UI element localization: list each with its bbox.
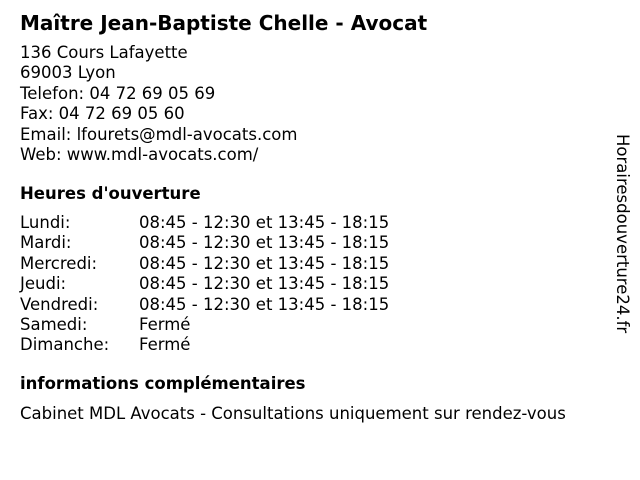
hours-row-monday: [20, 213, 389, 233]
day-hours: Fermé: [139, 315, 191, 335]
day-label: Mercredi:: [20, 253, 98, 273]
website-address: Web: www.mdl-avocats.com/: [20, 145, 259, 165]
day-label: Lundi:: [20, 213, 71, 232]
site-watermark: Horairesdouverture24.fr: [613, 134, 632, 334]
fax-number: Fax: 04 72 69 05 60: [20, 104, 185, 124]
hours-row-sunday: [20, 335, 389, 355]
day-label: Samedi:: [20, 315, 88, 335]
street-address: 136 Cours Lafayette: [20, 43, 188, 62]
opening-hours-heading: Heures d'ouverture: [20, 184, 201, 203]
day-hours: 08:45 - 12:30 et 13:45 - 18:15: [139, 294, 390, 314]
hours-row-tuesday: [20, 233, 389, 253]
phone-number: Telefon: 04 72 69 05 69: [20, 83, 216, 103]
opening-hours-table: [20, 213, 389, 356]
email-address: Email: lfourets@mdl-avocats.com: [20, 124, 298, 144]
day-label: Jeudi:: [20, 274, 67, 294]
day-hours: 08:45 - 12:30 et 13:45 - 18:15: [139, 233, 390, 253]
contact-block: [20, 43, 297, 165]
day-hours: Fermé: [139, 335, 191, 355]
day-label: Dimanche:: [20, 335, 110, 355]
day-hours: 08:45 - 12:30 et 13:45 - 18:15: [139, 274, 390, 294]
page-title: Maître Jean-Baptiste Chelle - Avocat: [20, 11, 428, 35]
day-hours: 08:45 - 12:30 et 13:45 - 18:15: [139, 253, 390, 273]
hours-row-wednesday: [20, 254, 389, 274]
hours-row-thursday: [20, 274, 389, 294]
city-postcode: 69003 Lyon: [20, 63, 116, 83]
additional-info-heading: informations complémentaires: [20, 374, 306, 393]
additional-info-text: Cabinet MDL Avocats - Consultations uniquement sur rendez-vous: [20, 404, 566, 423]
day-label: Vendredi:: [20, 294, 99, 314]
day-label: Mardi:: [20, 233, 72, 253]
day-hours: 08:45 - 12:30 et 13:45 - 18:15: [139, 213, 390, 232]
hours-row-friday: [20, 295, 389, 315]
hours-row-saturday: [20, 315, 389, 335]
